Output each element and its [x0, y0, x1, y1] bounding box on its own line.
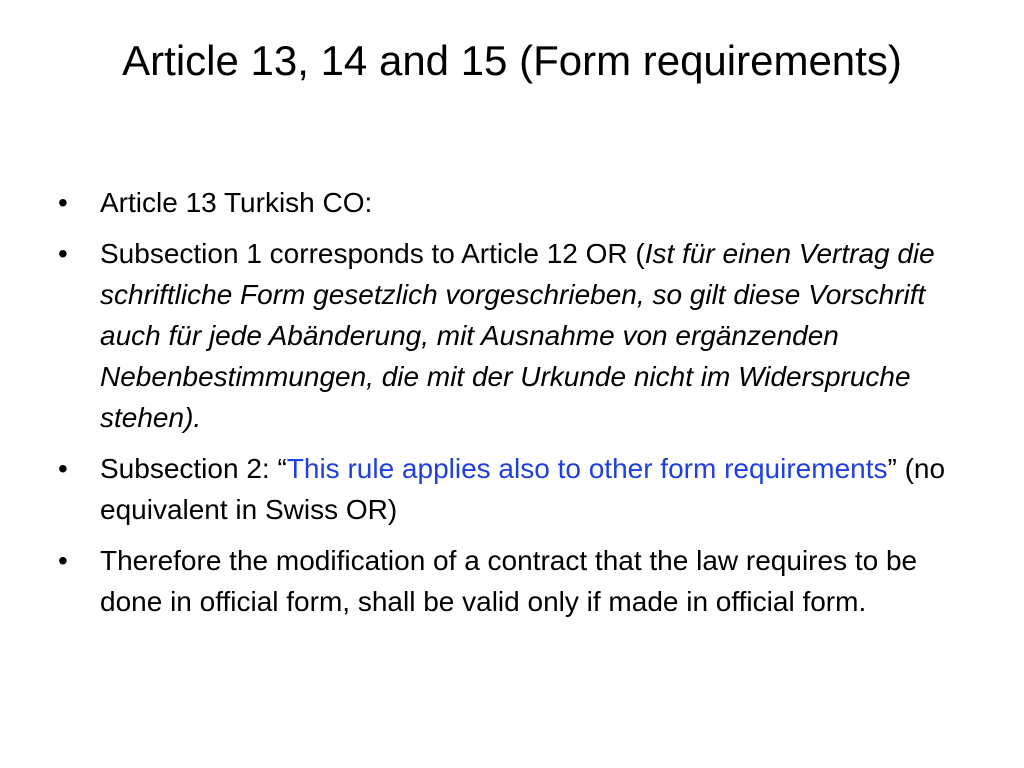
bullet-item-subsection-1	[58, 233, 968, 438]
highlighted-quote-text: This rule applies also to other form requirements	[286, 453, 888, 484]
bullet-item-therefore	[58, 540, 968, 622]
bullet-text: Subsection 1 corresponds to Article 12 OR (	[100, 238, 645, 269]
bullet-text: Therefore the modification of a contract that the law requires to be done in official form, shall be valid only if made in official form.	[100, 545, 918, 617]
bullet-text: Subsection 2: “	[100, 453, 287, 484]
bullet-text: Article 13 Turkish CO:	[100, 187, 373, 218]
bullet-dot-icon: •	[58, 453, 68, 484]
slide-title: Article 13, 14 and 15 (Form requirements)	[122, 37, 902, 84]
bullet-dot-icon: •	[58, 545, 68, 576]
bullet-item-subsection-2	[58, 448, 968, 530]
bullet-dot-icon: •	[58, 238, 68, 269]
bullet-dot-icon: •	[58, 187, 68, 218]
bullet-list	[58, 182, 968, 632]
bullet-text-after: ” (no equivalent in Swiss OR)	[100, 453, 946, 525]
bullet-item-article-13	[58, 182, 968, 223]
german-quote-text: Ist für einen Vertrag die schriftliche Form gesetzlich vorgeschrieben, so gilt diese Vorschrift auch für jede Abänderung, mit Ausnahme von ergänzenden Nebenbestimmungen, die mit der Urkunde nicht im Widerspruche stehen).	[100, 238, 935, 433]
